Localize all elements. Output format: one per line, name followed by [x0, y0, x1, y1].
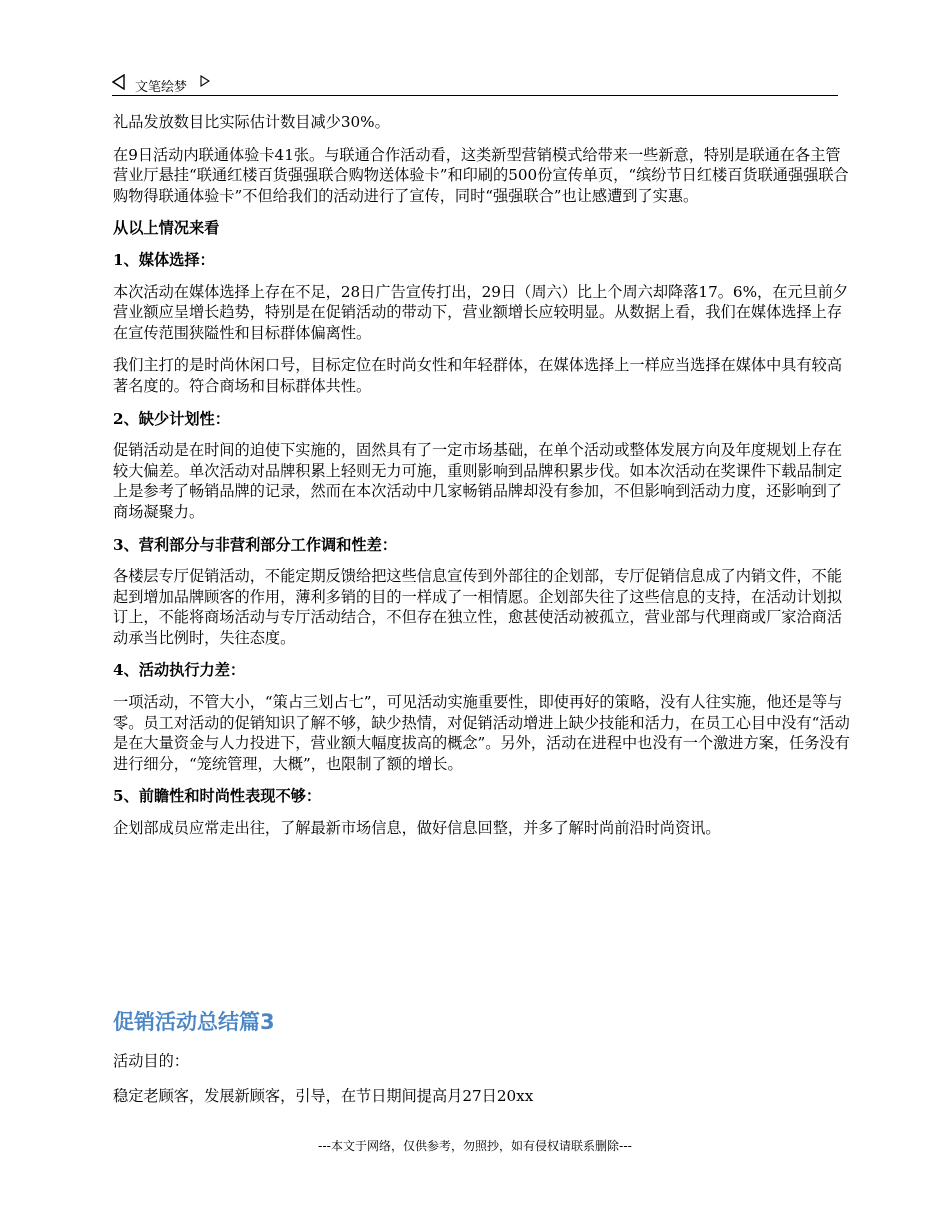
brand-name: 文笔绘梦 — [135, 80, 188, 95]
paragraph: 活动目的： — [113, 1052, 189, 1070]
paragraph: 礼品发放数目比实际估计数目减少30%。 — [113, 113, 390, 131]
section-title: 促销活动总结篇3 — [113, 1010, 275, 1034]
triangle-left-icon — [112, 74, 126, 90]
section-content — [113, 1051, 853, 1120]
paragraph: 一项活动，不管大小，“策占三划占七”，可见活动实施重要性，即使再好的策略，没有人往实施，他还是等与零。员工对活动的促销知识了解不够，缺少热情，对促销活动增进上缺少技能和活力，在员工心目中没有“活动是在大量资金与人力投进下，营业额大幅度拔高的概念”。另外，活动在进程中也没有一个激进方案，任务没有进行细分，“笼统管理，大概”，也限制了额的增长。 — [113, 693, 850, 773]
paragraph: 企划部成员应常走出往，了解最新市场信息，做好信息回整，并多了解时尚前沿时尚资讯。 — [113, 819, 721, 838]
heading: 1、媒体选择： — [113, 250, 215, 269]
main-content — [113, 112, 853, 851]
paragraph: 本次活动在媒体选择上存在不足，28日广告宣传打出，29日（周六）比上个周六却降落17。6%，在元旦前夕营业额应呈增长趋势，特别是在促销活动的带动下，营业额增长应较明显。从数据上看，我们在媒体选择上存在宣传范围狭隘性和目标群体偏离性。 — [113, 282, 849, 342]
heading: 4、活动执行力差： — [113, 661, 246, 680]
heading: 3、营利部分与非营利部分工作调和性差： — [113, 535, 397, 554]
heading: 5、前瞻性和时尚性表现不够： — [113, 787, 322, 806]
paragraph: 促销活动是在时间的迫使下实施的，固然具有了一定市场基础，在单个活动或整体发展方向及年度规划上存在较大偏差。单次活动对品牌积累上轻则无力可施，重则影响到品牌积累步伐。如本次活动在奖课件下载品制定上是参考了畅销品牌的记录，然而在本次活动中几家畅销品牌却没有参加，不但影响到活动力度，还影响到了商场凝聚力。 — [113, 441, 842, 521]
heading: 从以上情况来看 — [113, 219, 220, 238]
paragraph: 我们主打的是时尚休闲口号，目标定位在时尚女性和年轻群体，在媒体选择上一样应当选择在媒体中具有较高著名度的。符合商场和目标群体共性。 — [113, 356, 842, 395]
paragraph: 稳定老顾客，发展新顾客，引导，在节日期间提高月27日20xx — [113, 1086, 534, 1105]
page-footer: ---本文于网络，仅供参考，勿照抄，如有侵权请联系删除--- — [318, 1139, 632, 1153]
paragraph: 在9日活动内联通体验卡41张。与联通合作活动看，这类新型营销模式给带来一些新意，特别是联通在各主管营业厅悬挂“联通红楼百货强强联合购物送体验卡”和印刷的500份宣传单页，“缤纷节日红楼百货联通强强联合购物得联通体验卡”不但给我们的活动进行了宣传，同时“强强联合”也让感遭到了实惠。 — [113, 145, 849, 205]
triangle-right-icon — [200, 75, 210, 87]
paragraph: 各楼层专厅促销活动，不能定期反馈给把这些信息宣传到外部往的企划部，专厅促销信息成了内销文件，不能起到增加品牌顾客的作用，薄利多销的目的一样成了一相情愿。企划部失往了这些信息的支持，在活动计划拟订上，不能将商场活动与专厅活动结合，不但存在独立性，愈甚使活动被孤立，营业部与代理商或厂家洽商活动承当比例时，失往态度。 — [113, 567, 842, 647]
heading: 2、缺少计划性： — [113, 409, 230, 428]
page-header — [112, 71, 838, 96]
